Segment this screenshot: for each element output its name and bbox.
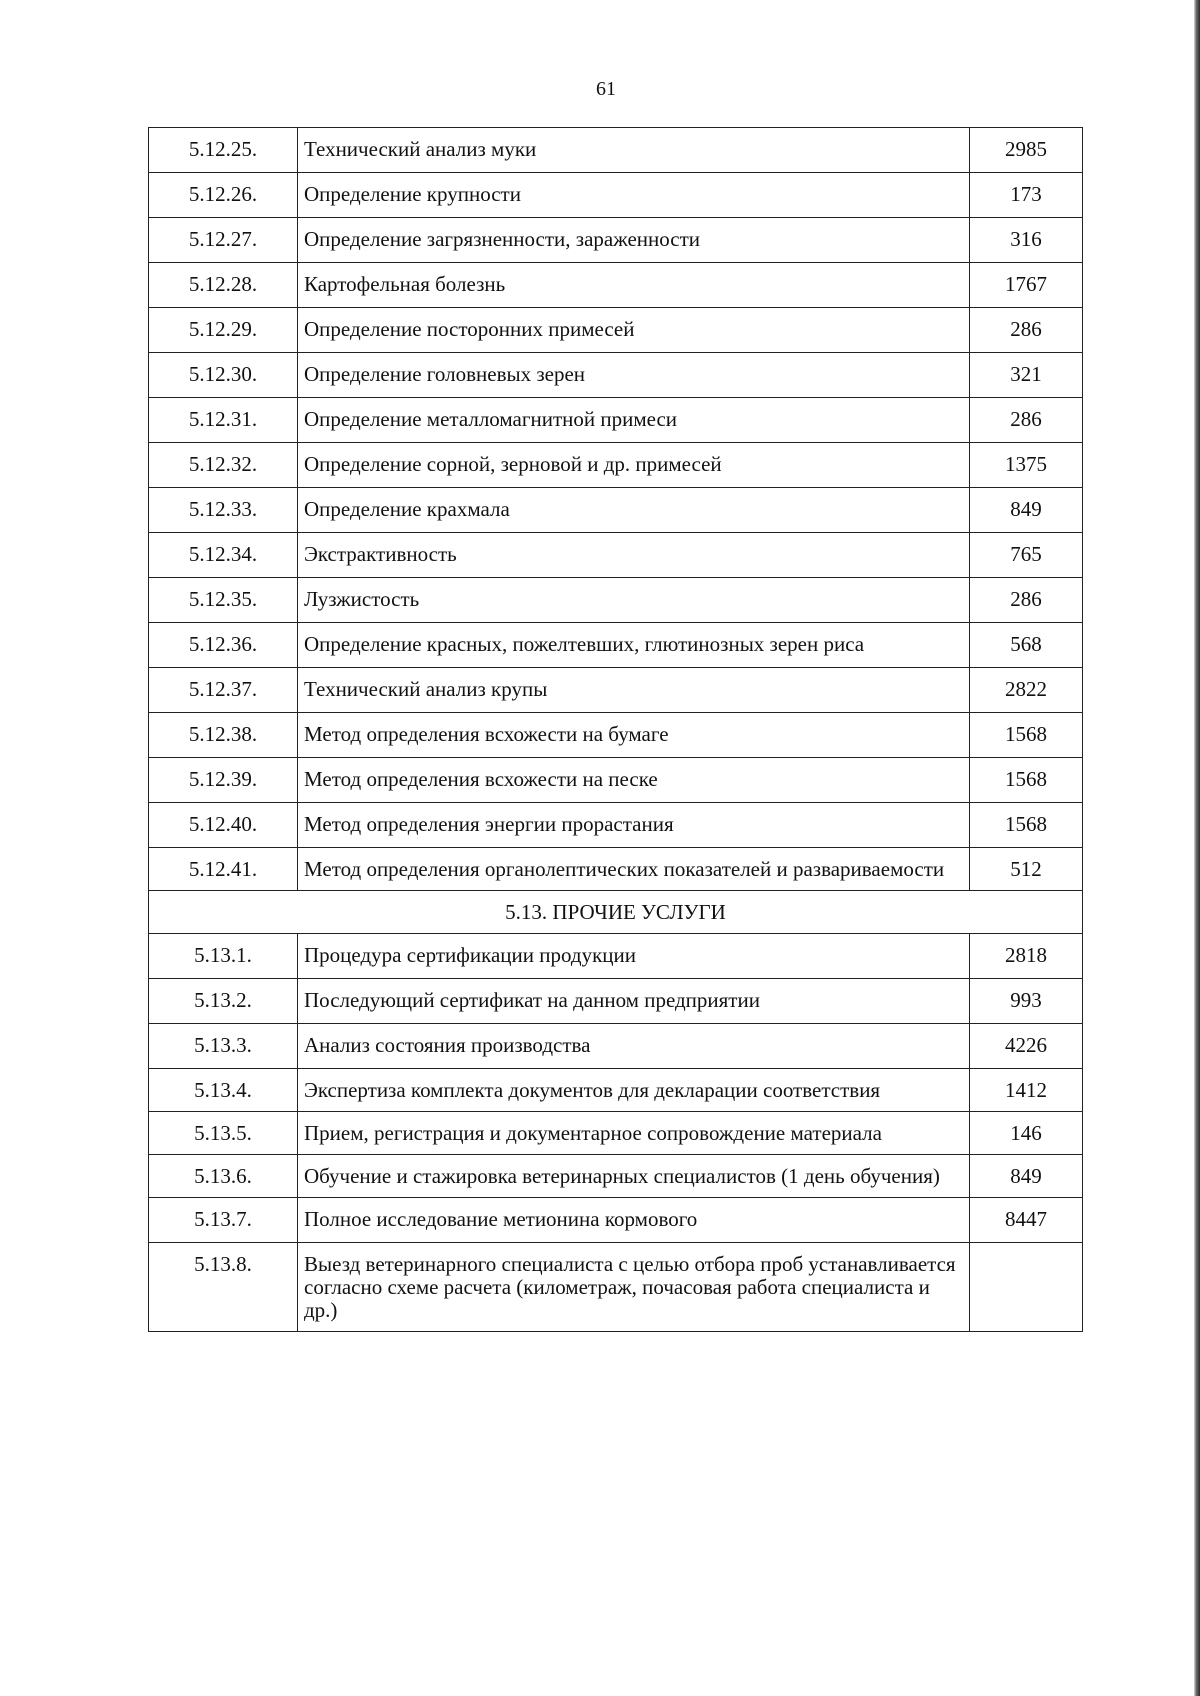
row-price: 765 [970, 533, 1083, 578]
row-code: 5.12.40. [149, 803, 298, 848]
row-name: Обучение и стажировка ветеринарных специалистов (1 день обучения) [298, 1155, 970, 1198]
row-code: 5.13.5. [149, 1112, 298, 1155]
row-code: 5.12.31. [149, 398, 298, 443]
table-row [149, 934, 1083, 979]
price-list-table [148, 127, 1083, 1332]
row-price: 1412 [970, 1069, 1083, 1112]
row-code: 5.13.3. [149, 1024, 298, 1069]
row-price: 512 [970, 848, 1083, 891]
row-code: 5.12.32. [149, 443, 298, 488]
table-row [149, 623, 1083, 668]
table-row [149, 1198, 1083, 1243]
row-code: 5.13.8. [149, 1243, 298, 1332]
row-code: 5.12.39. [149, 758, 298, 803]
row-name: Экстрактивность [298, 533, 970, 578]
row-price: 1375 [970, 443, 1083, 488]
section-title: 5.13. ПРОЧИЕ УСЛУГИ [149, 891, 1083, 934]
scan-edge-shadow [1194, 0, 1200, 1696]
table-row [149, 1024, 1083, 1069]
row-price: 286 [970, 578, 1083, 623]
table-row [149, 1155, 1083, 1198]
row-code: 5.12.26. [149, 173, 298, 218]
row-name: Метод определения органолептических показателей и развариваемости [298, 848, 970, 891]
row-price: 316 [970, 218, 1083, 263]
table-row [149, 308, 1083, 353]
table-row [149, 173, 1083, 218]
row-name: Определение загрязненности, зараженности [298, 218, 970, 263]
row-code: 5.12.28. [149, 263, 298, 308]
table-row [149, 533, 1083, 578]
row-code: 5.12.25. [149, 128, 298, 173]
row-name: Технический анализ крупы [298, 668, 970, 713]
row-name: Выезд ветеринарного специалиста с целью отбора проб устанавливается согласно схеме расчета (километраж, почасовая работа специалиста и др.) [298, 1243, 970, 1332]
row-name: Определение металломагнитной примеси [298, 398, 970, 443]
row-name: Картофельная болезнь [298, 263, 970, 308]
row-price: 568 [970, 623, 1083, 668]
row-name: Метод определения энергии прорастания [298, 803, 970, 848]
row-code: 5.12.30. [149, 353, 298, 398]
table-row [149, 218, 1083, 263]
row-price: 849 [970, 1155, 1083, 1198]
table-row [149, 979, 1083, 1024]
row-price: 286 [970, 308, 1083, 353]
row-price: 1568 [970, 758, 1083, 803]
row-name: Процедура сертификации продукции [298, 934, 970, 979]
row-name: Прием, регистрация и документарное сопровождение материала [298, 1112, 970, 1155]
row-price [970, 1243, 1083, 1332]
row-code: 5.13.7. [149, 1198, 298, 1243]
row-name: Метод определения всхожести на песке [298, 758, 970, 803]
row-code: 5.12.27. [149, 218, 298, 263]
row-price: 1767 [970, 263, 1083, 308]
page-number: 61 [596, 78, 616, 100]
row-price: 993 [970, 979, 1083, 1024]
row-price: 146 [970, 1112, 1083, 1155]
table-row [149, 1243, 1083, 1332]
row-name: Последующий сертификат на данном предприятии [298, 979, 970, 1024]
section-header-row [149, 891, 1083, 934]
table-row [149, 263, 1083, 308]
table-row [149, 578, 1083, 623]
row-price: 1568 [970, 713, 1083, 758]
row-name: Определение красных, пожелтевших, глютинозных зерен риса [298, 623, 970, 668]
row-name: Определение головневых зерен [298, 353, 970, 398]
row-price: 173 [970, 173, 1083, 218]
row-name: Определение крахмала [298, 488, 970, 533]
row-name: Анализ состояния производства [298, 1024, 970, 1069]
table-row [149, 443, 1083, 488]
row-code: 5.12.38. [149, 713, 298, 758]
table-row [149, 128, 1083, 173]
row-code: 5.12.41. [149, 848, 298, 891]
table-row [149, 758, 1083, 803]
row-name: Определение сорной, зерновой и др. примесей [298, 443, 970, 488]
row-code: 5.12.29. [149, 308, 298, 353]
row-code: 5.12.35. [149, 578, 298, 623]
row-name: Определение посторонних примесей [298, 308, 970, 353]
row-price: 2822 [970, 668, 1083, 713]
row-code: 5.12.33. [149, 488, 298, 533]
row-name: Технический анализ муки [298, 128, 970, 173]
row-code: 5.13.2. [149, 979, 298, 1024]
table-row [149, 398, 1083, 443]
row-price: 8447 [970, 1198, 1083, 1243]
row-name: Определение крупности [298, 173, 970, 218]
table-row [149, 488, 1083, 533]
table-row [149, 803, 1083, 848]
row-price: 321 [970, 353, 1083, 398]
row-name: Полное исследование метионина кормового [298, 1198, 970, 1243]
row-code: 5.13.1. [149, 934, 298, 979]
table-row [149, 353, 1083, 398]
row-price: 2818 [970, 934, 1083, 979]
table-row [149, 713, 1083, 758]
table-row [149, 1069, 1083, 1112]
row-code: 5.13.6. [149, 1155, 298, 1198]
table-row [149, 668, 1083, 713]
row-price: 1568 [970, 803, 1083, 848]
row-price: 849 [970, 488, 1083, 533]
row-name: Экспертиза комплекта документов для декларации соответствия [298, 1069, 970, 1112]
row-name: Лузжистость [298, 578, 970, 623]
row-code: 5.12.36. [149, 623, 298, 668]
row-code: 5.12.37. [149, 668, 298, 713]
table-row [149, 848, 1083, 891]
row-price: 4226 [970, 1024, 1083, 1069]
row-code: 5.13.4. [149, 1069, 298, 1112]
row-price: 2985 [970, 128, 1083, 173]
row-code: 5.12.34. [149, 533, 298, 578]
row-price: 286 [970, 398, 1083, 443]
row-name: Метод определения всхожести на бумаге [298, 713, 970, 758]
table-row [149, 1112, 1083, 1155]
